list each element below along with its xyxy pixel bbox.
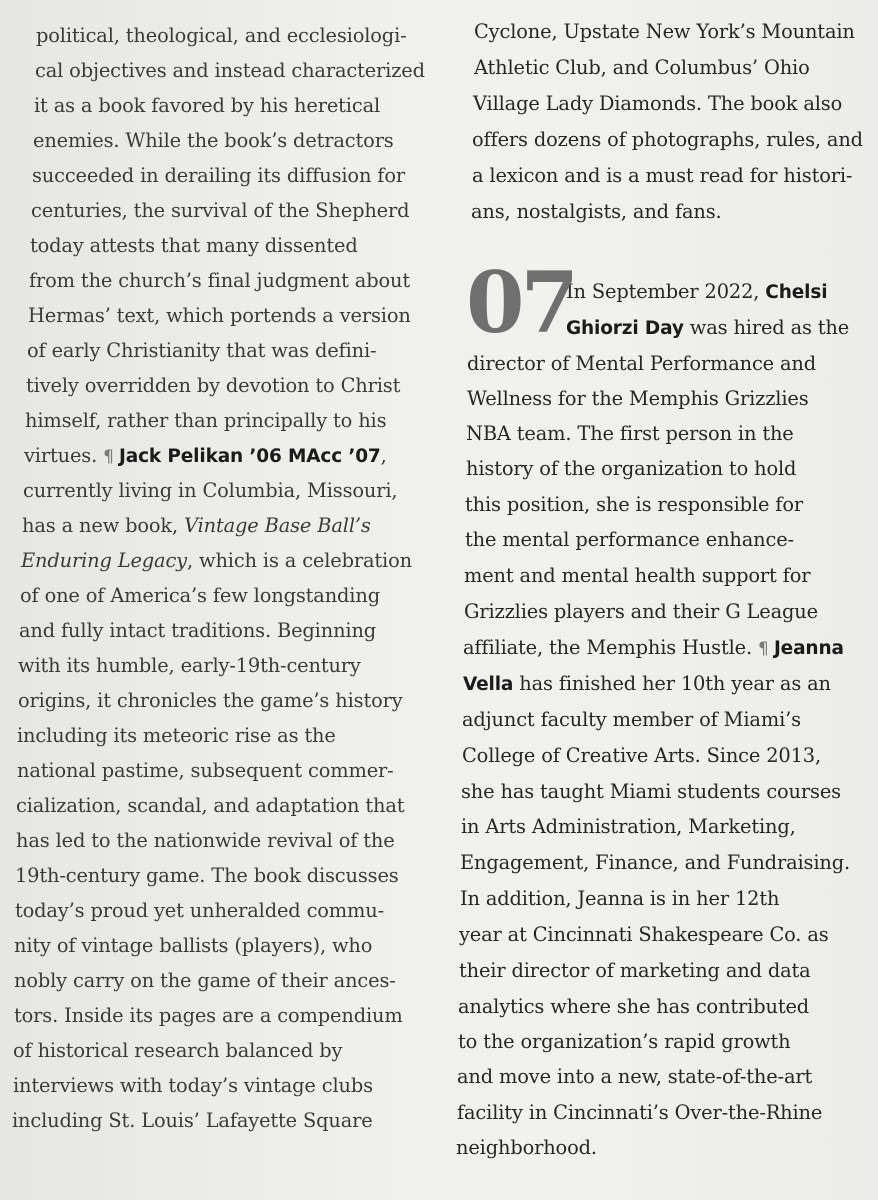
text-line: origins, it chronicles the game’s history [18,689,403,712]
text-line: the mental performance enhance- [465,528,794,551]
text-line: with its humble, early-19th-century [18,654,361,677]
text-line: has led to the nationwide revival of the [16,829,395,852]
text-line: national pastime, subsequent commer- [17,759,394,782]
text-run: , [380,444,387,467]
pilcrow-mark: ¶ [103,447,120,467]
text-line: including St. Louis’ Lafayette Square [12,1109,373,1132]
text-run: has finished her 10th year as an [513,672,831,695]
text-line: adjunct faculty member of Miami’s [462,708,801,731]
text-line: Engagement, Finance, and Fundraising. [460,851,850,874]
text-line: history of the organization to hold [466,457,797,480]
text-line: ment and mental health support for [464,564,811,587]
text-line: this position, she is responsible for [465,493,803,516]
text-line [24,444,387,469]
text-line: today attests that many dissented [30,234,358,257]
text-run: was hired as the [683,316,850,339]
text-line: and move into a new, state-of-the-art [457,1065,813,1088]
text-line: Athletic Club, and Columbus’ Ohio [474,56,810,79]
text-line: Hermas’ text, which portends a version [28,304,411,327]
item-number-dropcap: 07 [466,253,575,352]
text-line [566,280,827,305]
text-line: ans, nostalgists, and fans. [471,200,722,223]
text-line: it as a book favored by his heretical [34,94,381,117]
book-title: Vintage Base Ball’s [184,514,371,537]
text-line: from the church’s final judgment about [29,269,410,292]
text-line: year at Cincinnati Shakespeare Co. as [459,923,829,946]
text-run: In September 2022, [566,280,766,303]
text-line: Village Lady Diamonds. The book also [473,92,843,115]
text-line: Grizzlies players and their G League [464,600,818,623]
text-line: facility in Cincinnati’s Over-the-Rhine [457,1101,823,1124]
text-line: Cyclone, Upstate New York’s Mountain [474,20,855,43]
text-line [463,672,831,697]
text-line: centuries, the survival of the Shepherd [31,199,410,222]
alumna-name: Chelsi [765,282,828,303]
text-line: currently living in Columbia, Missouri, [23,479,398,502]
text-line: cal objectives and instead characterized [35,59,425,82]
text-line: in Arts Administration, Marketing, [461,815,796,838]
text-line: a lexicon and is a must read for histori- [472,164,853,187]
text-line: political, theological, and ecclesiologi- [36,24,407,47]
text-line [463,636,844,661]
alumnus-name: Jack Pelikan ’06 MAcc ’07 [119,446,381,467]
text-line: their director of marketing and data [459,959,811,982]
text-line: analytics where she has contributed [458,995,810,1018]
text-line: In addition, Jeanna is in her 12th [460,887,780,910]
text-line: director of Mental Performance and [467,352,817,375]
text-line: College of Creative Arts. Since 2013, [462,744,821,767]
alumna-name: Ghiorzi Day [566,318,684,339]
text-line: neighborhood. [456,1136,597,1159]
text-line: nity of vintage ballists (players), who [14,934,373,957]
text-run: affiliate, the Memphis Hustle. [463,636,759,659]
text-line: she has taught Miami students courses [461,780,841,803]
text-line: today’s proud yet unheralded commu- [15,899,385,922]
text-line: himself, rather than principally to his [25,409,387,432]
text-line: cialization, scandal, and adaptation that [16,794,405,817]
text-line: nobly carry on the game of their ances- [14,969,396,992]
text-line: including its meteoric rise as the [17,724,336,747]
text-line: interviews with today’s vintage clubs [13,1074,373,1097]
text-line: to the organization’s rapid growth [458,1030,791,1053]
text-line: Wellness for the Memphis Grizzlies [467,387,809,410]
text-line [566,316,849,341]
text-line: enemies. While the book’s detractors [33,129,394,152]
text-run: has a new book, [22,514,185,537]
text-line: 19th-century game. The book discusses [15,864,399,887]
alumna-name: Jeanna [773,638,844,659]
text-line: offers dozens of photographs, rules, and [472,128,863,151]
text-line: and fully intact traditions. Beginning [19,619,377,642]
pilcrow-mark: ¶ [758,639,774,659]
text-line: tors. Inside its pages are a compendium [14,1004,403,1027]
alumna-name: Vella [463,674,514,695]
text-line: succeeded in derailing its diffusion for [32,164,405,187]
text-line [21,549,412,573]
text-run: , which is a celebration [186,549,412,572]
text-line: of early Christianity that was defini- [27,339,377,362]
text-line: of historical research balanced by [13,1039,343,1062]
text-line: NBA team. The first person in the [466,422,794,445]
book-title: Enduring Legacy [21,549,187,572]
text-line: of one of America’s few longstanding [20,584,380,607]
text-line: tively overridden by devotion to Christ [26,374,401,397]
text-line [22,514,371,538]
text-run: virtues. [24,444,104,467]
